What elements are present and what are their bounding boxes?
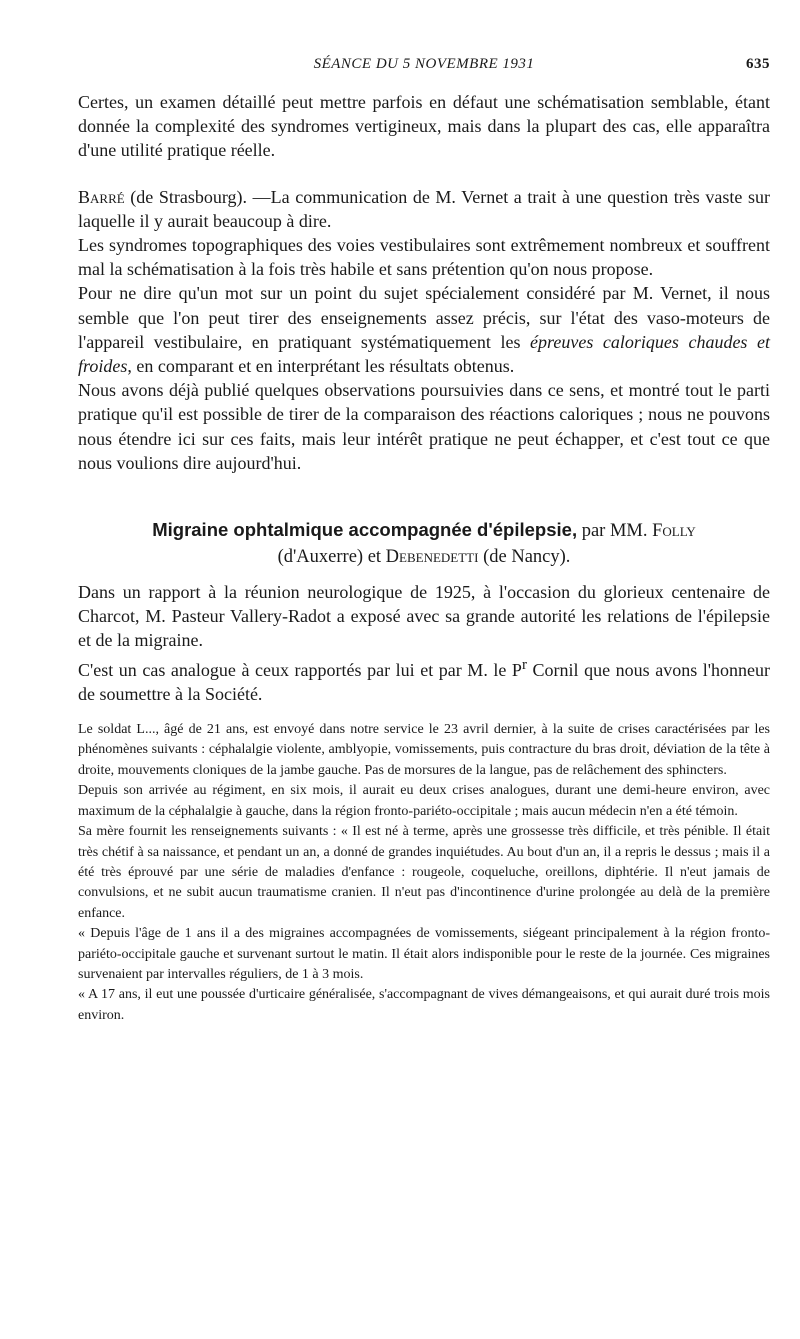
section-title: Migraine ophtalmique accompagnée d'épilepsie, [152,519,578,541]
author-1: Folly [652,521,696,542]
author-2: Debenedetti [385,547,479,568]
section-heading [78,517,770,570]
page-number: 635 [746,56,770,72]
author-2-affiliation: (de Nancy). [478,547,571,568]
case-paragraph-3: Sa mère fournit les renseignements suivants : « Il est né à terme, après une grossesse très difficile, et très pénible. Il était très chétif à sa naissance, et pendant un an, a donné de grandes inquiétudes. Au bout d'un an, il a repris le dessus ; mais il a été très éprouvé par une série de maladies d'enfance : rougeole, coqueluche, oreillons, diphtérie. Il n'eut jamais de convulsions, et ne subit aucun traumatisme cranien. Il n'eut pas d'incontinence d'urine prolongée au delà de la première enfance. [78,824,770,921]
paragraph-5: Nous avons déjà publié quelques observations poursuivies dans ce sens, et montré tout le parti pratique qu'il est possible de tirer de la comparaison des réactions caloriques ; nous ne pouvons nous étendre ici sur ces faits, mais leur intérêt pratique ne peut échapper, et c'est tout ce que nous voulions dire aujourd'hui. [78,380,770,473]
discussion-text [78,90,770,475]
case-report [78,720,770,1026]
paragraph-7-start: C'est un cas analogue à ceux rapportés par lui et par M. le P [78,659,522,680]
paragraph-4-emphasis: épreuves caloriques chaudes et froides [78,331,770,377]
section-by: par MM. [577,521,653,542]
case-paragraph-1: Le soldat L..., âgé de 21 ans, est envoyé dans notre service le 23 avril dernier, à la suite de crises caractérisées par les phénomènes suivants : céphalalgie violente, amblyopie, vomissements, puis contracture du bras droit, déviation de la tête à droite, mouvements cloniques de la jambe gauche. Pas de morsures de la langue, pas de relâchement des sphincters. [78,722,770,778]
page-header [78,56,770,80]
running-head: SÉANCE DU 5 NOVEMBRE 1931 [313,56,535,72]
paragraph-7 [78,653,770,706]
author-1-affiliation: (d'Auxerre) et [277,547,386,568]
paragraph-1: Certes, un examen détaillé peut mettre parfois en défaut une schématisation semblable, étant donnée la complexité des syndromes vertigineux, mais dans la plupart des cas, elle apparaîtra d'une utilité pratique réelle. [78,92,770,161]
paragraph-barre-text: (de Strasbourg). —La communication de M. Vernet a trait à une question très vaste sur laquelle il y aurait beaucoup à dire. [78,186,770,231]
paragraph-4-start: Pour ne dire qu'un mot sur un point du sujet spécialement considéré par M. Vernet, il nous semble que l'on peut tirer des enseignements assez précis, sur l'état des vaso-moteurs de l'appareil vestibulaire, en pratiquant systématiquement les [78,283,770,352]
paragraph-7-sup: r [521,656,527,673]
paragraph-3: Les syndromes topographiques des voies vestibulaires sont extrêmement nombreux et souffrent mal la schématisation à la fois très habile et sans prétention qu'on nous propose. [78,235,770,280]
speaker-name: Barré [78,186,125,207]
paragraph-4-end: , en comparant et en interprétant les résultats obtenus. [127,356,515,377]
article-intro [78,580,770,706]
paragraph-7-end: Cornil que nous avons l'honneur de soumettre à la Société. [78,659,770,704]
case-paragraph-2: Depuis son arrivée au régiment, en six mois, il aurait eu deux crises analogues, durant une demi-heure environ, avec maximum de la céphalalgie à gauche, dans la région fronto-pariéto-occipitale ; mais aucun médecin n'en a été témoin. [78,783,770,819]
case-paragraph-4: « Depuis l'âge de 1 ans il a des migraines accompagnées de vomissements, siégeant principalement à la région fronto-pariéto-occipitale gauche et survenant surtout le matin. Il était alors indisponible pour le reste de la journée. Ces migraines survenaient par intervalles réguliers, de 1 à 3 mois. [78,926,770,982]
paragraph-barre [78,185,770,233]
case-paragraph-5: « A 17 ans, il eut une poussée d'urticaire généralisée, s'accompagnant de vives démangeaisons, et qui aurait duré trois mois environ. [78,987,770,1023]
paragraph-4 [78,281,770,378]
paragraph-6: Dans un rapport à la réunion neurologique de 1925, à l'occasion du glorieux centenaire de Charcot, M. Pasteur Vallery-Radot a exposé avec sa grande autorité les relations de l'épilepsie et de la migraine. [78,582,770,651]
